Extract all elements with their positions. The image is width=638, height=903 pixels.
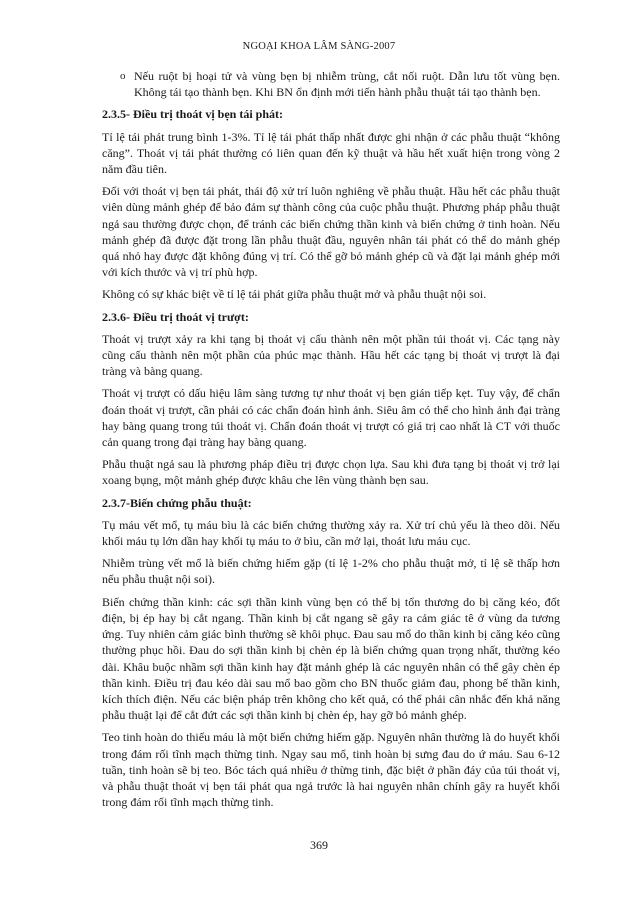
bullet-marker: o bbox=[120, 70, 126, 82]
bullet-text: Nếu ruột bị hoại tử và vùng bẹn bị nhiễm trùng, cắt nối ruột. Dẫn lưu tốt vùng bẹn. Không tái tạo thành bẹn. Khi BN ổn định mới tiến hành phẫu thuật tái tạo thành bẹn. bbox=[134, 69, 560, 100]
page-body bbox=[102, 68, 560, 816]
paragraph: Tụ máu vết mổ, tụ máu bìu là các biến chứng thường xảy ra. Xử trí chủ yếu là theo dõi. Nếu khối máu tụ lớn dần hay khối tụ máu to ở bìu, cần mở lại, thoát lưu máu cục. bbox=[102, 517, 560, 549]
paragraph: Thoát vị trượt xảy ra khi tạng bị thoát vị cấu thành nên một phần túi thoát vị. Các tạng này cũng cấu thành nên một phần của phúc mạc thành. Hầu hết các tạng bị thoát vị trượt là đại tràng và bàng quang. bbox=[102, 331, 560, 379]
paragraph: Không có sự khác biệt về tỉ lệ tái phát giữa phẫu thuật mở và phẫu thuật nội soi. bbox=[102, 287, 487, 302]
section-heading-2-3-7: 2.3.7-Biến chứng phẫu thuật: bbox=[102, 495, 252, 510]
paragraph: Phẫu thuật ngả sau là phương pháp điều trị được chọn lựa. Sau khi đưa tạng bị thoát vị trở lại xoang bụng, một mảnh ghép được khâu che lên vùng thành bẹn sau. bbox=[102, 457, 560, 488]
page-number: 369 bbox=[310, 838, 328, 852]
paragraph: Đối với thoát vị bẹn tái phát, thái độ xử trí luôn nghiêng về phẫu thuật. Hầu hết các phẫu thuật viên dùng mảnh ghép để bảo đảm sự thành công của cuộc phẫu thuật. Phương pháp phẫu thuật ngả sau thường được chọn, để tránh các biến chứng thần kinh và biến chứng ở tinh hoàn. Nếu mảnh ghép đã được đặt trong lần phẫu thuật đầu, nguyên nhân tái phát có thể do mảnh ghép quá nhỏ hay được đặt không đúng vị trí. Có thể gỡ bỏ mảnh ghép cũ và đặt lại mảnh ghép mới với kích thước và vị trí phù hợp. bbox=[102, 184, 560, 280]
paragraph: Tỉ lệ tái phát trung bình 1-3%. Tỉ lệ tái phát thấp nhất được ghi nhận ở các phẫu thuật “không căng”. Thoát vị tái phát thường có liên quan đến kỹ thuật và hầu hết xuất hiện trong vòng 2 năm đầu tiên. bbox=[102, 129, 560, 177]
bullet-item bbox=[102, 68, 560, 100]
section-heading-2-3-5: 2.3.5- Điều trị thoát vị bẹn tái phát: bbox=[102, 107, 283, 122]
paragraph: Teo tinh hoàn do thiếu máu là một biến chứng hiếm gặp. Nguyên nhân thường là do huyết khối trong đám rối tĩnh mạch thừng tinh. Ngay sau mổ, tinh hoàn bị sưng đau do ứ máu. Sau 6-12 tuần, tinh hoàn sẽ bị teo. Bóc tách quá nhiều ở thừng tinh, đặc biệt ở phần đáy của túi thoát vị, và phẫu thuật thoát vị bẹn tái phát qua ngả trước là hai nguyên nhân chính gây ra huyết khối trong đám rối tĩnh mạch thừng tinh. bbox=[102, 730, 560, 810]
running-header: NGOẠI KHOA LÂM SÀNG-2007 bbox=[242, 41, 396, 52]
paragraph: Nhiễm trùng vết mổ là biến chứng hiếm gặp (tỉ lệ 1-2% cho phẫu thuật mở, tỉ lệ sẽ thấp hơn nếu phẫu thuật nội soi). bbox=[102, 556, 560, 587]
paragraph: Biến chứng thần kinh: các sợi thần kinh vùng bẹn có thể bị tổn thương do bị căng kéo, đốt điện, bị ép hay bị cắt ngang. Thần kinh bị cắt ngang sẽ gây ra cảm giác tê ở vùng da tương ứng. Tuy nhiên cảm giác bình thường sẽ khôi phục. Đau sau mổ do thần kinh bị căng kéo cũng thường phục hồi. Đau do sợi thần kinh bị chèn ép là biến chứng quan trọng nhất, thường kéo dài. Khâu buộc nhầm sợi thần kinh hay đặt mảnh ghép là các nguyên nhân có thể gây chèn ép thần kinh. Điều trị đau kéo dài sau mổ bao gồm cho BN thuốc giảm đau, phong bế thần kinh, kích thích điện. Nếu các biện pháp trên không cho kết quả, có thể phải cân nhắc đến khả năng phẫu thuật lại để cắt đứt các sợi thần kinh bị chèn ép, hay gỡ bỏ mảnh ghép. bbox=[102, 594, 560, 723]
paragraph: Thoát vị trượt có dấu hiệu lâm sàng tương tự như thoát vị bẹn gián tiếp kẹt. Tuy vậy, để chẩn đoán thoát vị trượt, cần phải có các chẩn đoán hình ảnh. Siêu âm có thể cho hình ảnh đại tràng hay bàng quang trong túi thoát vị. Chẩn đoán thoát vị trượt có giá trị cao nhất là CT với thuốc cản quang trong đại tràng hay bàng quang. bbox=[102, 386, 560, 450]
section-heading-2-3-6: 2.3.6- Điều trị thoát vị trượt: bbox=[102, 309, 249, 324]
